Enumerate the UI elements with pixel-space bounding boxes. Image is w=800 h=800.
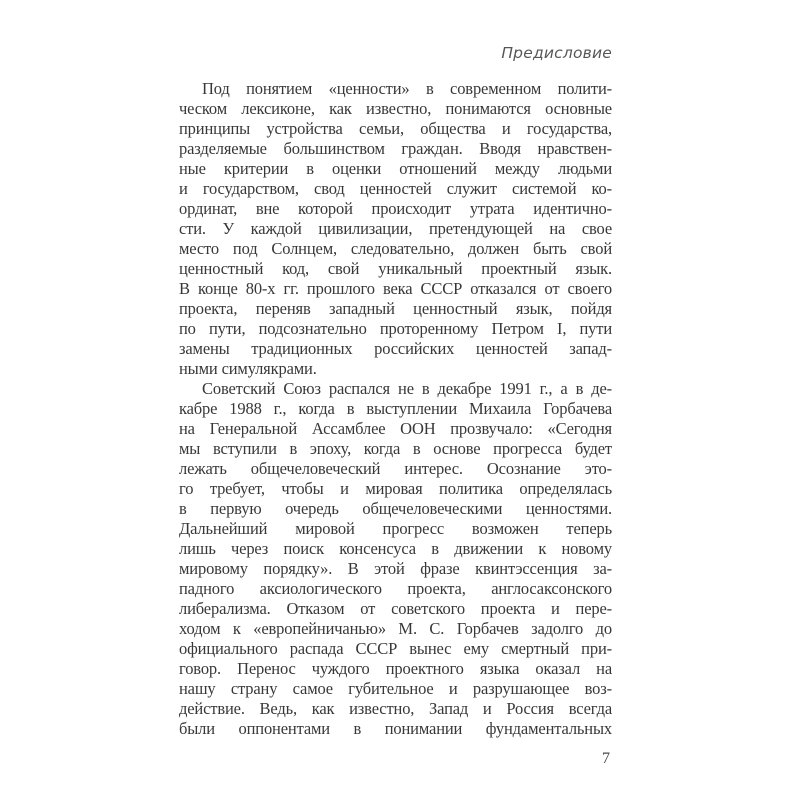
text-line: разделяемые большинством граждан. Вводя нравствен-	[179, 139, 612, 158]
text-line: лежать общечеловеческий интерес. Осознание это-	[179, 459, 612, 478]
text-line: были оппонентами в понимании фундаментальных	[179, 719, 612, 738]
text-line: официального распада СССР вынес ему смертный при-	[179, 639, 612, 658]
text-line: замены традиционных российских ценностей запад-	[179, 339, 612, 358]
text-line: ными симулякрами.	[179, 359, 317, 378]
text-line: действие. Ведь, как известно, Запад и Россия всегда	[179, 699, 612, 718]
text-line: место под Солнцем, следовательно, должен быть свой	[179, 239, 612, 258]
text-line: кабре 1988 г., когда в выступлении Михаила Горбачева	[179, 399, 612, 418]
page-number: 7	[602, 750, 610, 767]
text-line: мы вступили в эпоху, когда в основе прогресса будет	[179, 439, 612, 458]
text-block	[179, 79, 612, 739]
text-line: по пути, подсознательно проторенному Петром I, пути	[179, 319, 612, 338]
text-line: Советский Союз распался не в декабре 1991 г., а в де-	[202, 379, 612, 398]
text-line: проекта, переняв западный ценностный язык, пойдя	[179, 299, 612, 318]
text-line: либерализма. Отказом от советского проекта и пере-	[179, 599, 612, 618]
text-line: говор. Перенос чуждого проектного языка оказал на	[179, 659, 612, 678]
text-line: ценностный код, свой уникальный проектный язык.	[179, 259, 612, 278]
running-head: Предисловие	[501, 44, 612, 62]
text-line: на Генеральной Ассамблее ООН прозвучало: «Сегодня	[179, 419, 612, 438]
text-line: лишь через поиск консенсуса в движении к новому	[179, 539, 612, 558]
text-line: принципы устройства семьи, общества и государства,	[179, 119, 612, 138]
text-line: Дальнейший мировой прогресс возможен теперь	[179, 519, 612, 538]
text-line: мировому порядку». В этой фразе квинтэссенция за-	[179, 559, 612, 578]
text-line: го требует, чтобы и мировая политика определялась	[179, 479, 612, 498]
text-line: ходом к «европейничанью» М. С. Горбачев задолго до	[179, 619, 612, 638]
text-line: В конце 80-х гг. прошлого века СССР отказался от своего	[179, 279, 612, 298]
text-line: ординат, вне которой происходит утрата идентично-	[179, 199, 612, 218]
text-line: нашу страну самое губительное и разрушающее воз-	[179, 679, 612, 698]
text-line: ческом лексиконе, как известно, понимаются основные	[179, 99, 612, 118]
text-line: и государством, свод ценностей служит системой ко-	[179, 179, 612, 198]
text-line: ные критерии в оценки отношений между людьми	[179, 159, 612, 178]
text-line: сти. У каждой цивилизации, претендующей на свое	[179, 219, 612, 238]
text-line: в первую очередь общечеловеческими ценностями.	[179, 499, 612, 518]
text-line: Под понятием «ценности» в современном полити-	[202, 79, 612, 98]
text-line: падного аксиологического проекта, англосаксонского	[179, 579, 612, 598]
